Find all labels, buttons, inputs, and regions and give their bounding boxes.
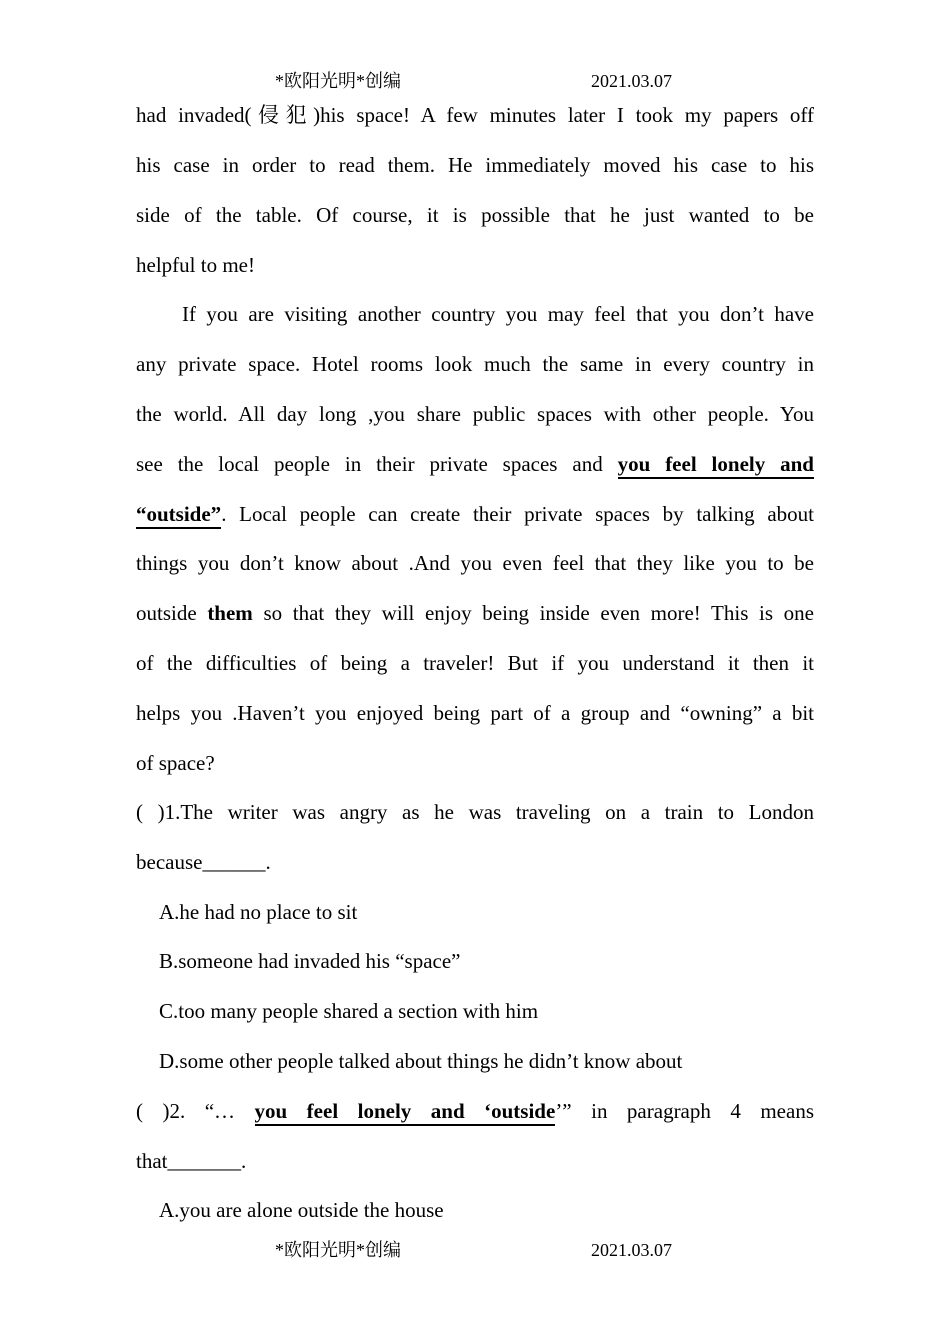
answer-option-d: D.some other people talked about things he didn’t know about [159,1049,683,1073]
question-stem: because______. [136,850,271,874]
text-line: side of the table. Of course, it is possible that he just wanted to be [136,203,814,227]
underlined-phrase: “outside” [136,502,221,529]
text-line: his case in order to read them. He immediately moved his case to his [136,153,814,177]
answer-option-a: A.he had no place to sit [159,900,358,924]
text-line [136,500,814,528]
underlined-phrase: you feel lonely and ‘outside [255,1099,556,1126]
text-span: so that they will enjoy being inside even more! This is one [252,601,814,625]
underlined-phrase: you feel lonely and [618,452,814,479]
header-date: 2021.03.07 [591,71,672,91]
text-line: helpful to me! [136,253,255,277]
text-line [136,450,814,478]
answer-option-a: A.you are alone outside the house [159,1198,444,1222]
text-span: . Local people can create their private spaces by talking about [221,502,814,526]
text-line: helps you .Haven’t you enjoyed being part of a group and “owning” a bit [136,701,814,725]
text-line: things you don’t know about .And you even feel that they like you to be [136,551,814,575]
text-line [136,599,814,627]
answer-option-b: B.someone had invaded his “space” [159,949,461,973]
text-line: had invaded(侵犯)his space! A few minutes later I took my papers off [136,103,814,127]
question-stem: ( )1.The writer was angry as he was traveling on a train to London [136,800,814,824]
text-line: of space? [136,751,215,775]
answer-option-c: C.too many people shared a section with him [159,999,539,1023]
text-span: outside [136,601,208,625]
text-line: the world. All day long ,you share public spaces with other people. You [136,402,814,426]
footer-author: *欧阳光明*创编 [275,1240,401,1260]
text-span: see the local people in their private spaces and [136,452,618,476]
text-line: of the difficulties of being a traveler! But if you understand it then it [136,651,814,675]
header-author: *欧阳光明*创编 [275,71,401,91]
text-line: any private space. Hotel rooms look much the same in every country in [136,352,814,376]
bold-word: them [207,601,253,625]
text-span: ( )2. “… [136,1099,255,1123]
text-line: If you are visiting another country you may feel that you don’t have [182,302,814,326]
footer-date: 2021.03.07 [591,1240,672,1260]
question-stem: that_______. [136,1149,247,1173]
text-span: ’” in paragraph 4 means [555,1099,814,1123]
question-stem [136,1097,814,1125]
